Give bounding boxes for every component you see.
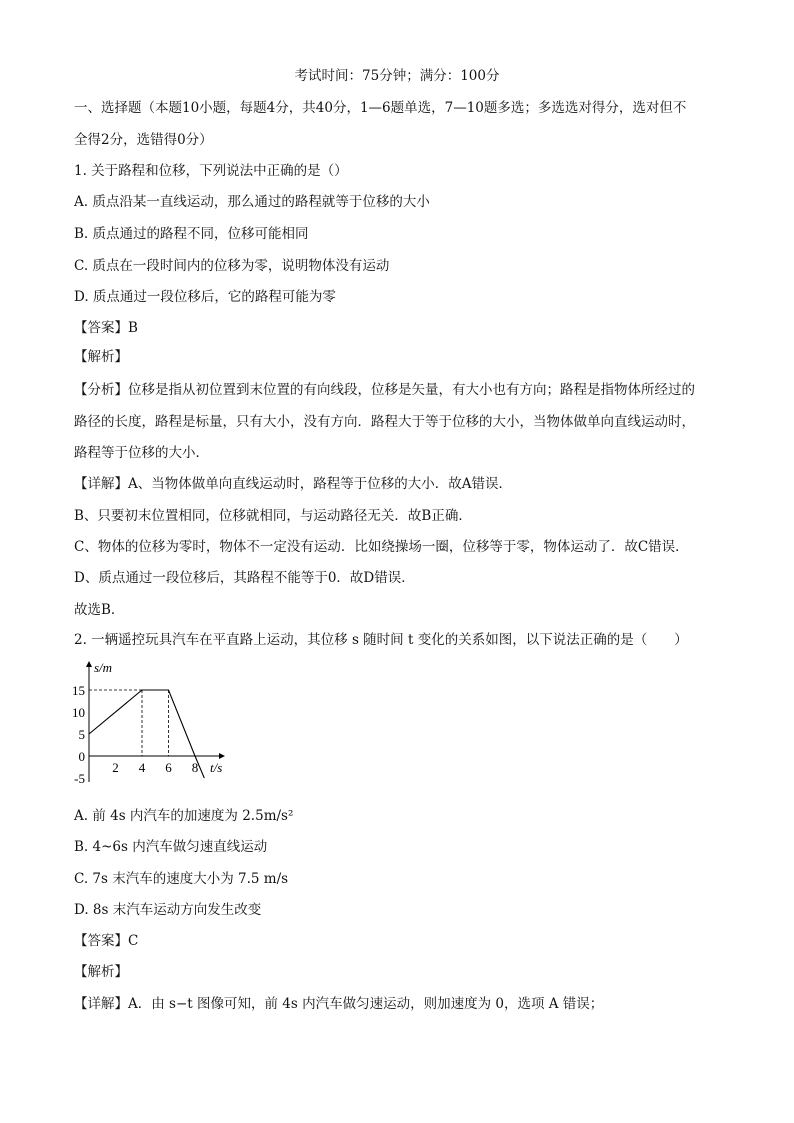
q2-answer: 【答案】C — [74, 933, 139, 949]
q1-option-c: C. 质点在一段时间内的位移为零，说明物体没有运动 — [74, 258, 390, 274]
q1-detail-c: C、物体的位移为零时，物体不一定没有运动．比如绕操场一圈，位移等于零，物体运动了．故C错误． — [74, 539, 689, 555]
q2-analysis-label: 【解析】 — [74, 964, 128, 980]
s-t-graph — [66, 656, 236, 788]
tick-labels — [72, 683, 198, 786]
series-line — [89, 690, 204, 778]
y-axis-label: s/m — [94, 660, 113, 675]
y-tick-15: 15 — [72, 683, 85, 698]
x-tick-2: 2 — [112, 760, 119, 775]
series-line-0 — [89, 690, 204, 778]
y-tick-0: 0 — [78, 749, 85, 764]
q1-analysis-line-1: 【分析】位移是指从初位置到末位置的有向线段，位移是矢量，有大小也有方向；路程是指物体所经过的 — [74, 382, 695, 398]
q1-analysis-line-3: 路程等于位移的大小． — [74, 445, 209, 461]
q1-conclusion: 故选B． — [74, 602, 125, 618]
q1-analysis-line-2: 路径的长度，路程是标量，只有大小，没有方向．路程大于等于位移的大小，当物体做单向直线运动时， — [74, 414, 695, 430]
y-tick-5: 5 — [78, 727, 85, 742]
section-title-cont: 全得2分，选错得0分） — [74, 132, 213, 148]
q1-analysis-label: 【解析】 — [74, 349, 128, 365]
q1-detail-d: D、质点通过一段位移后，其路程不能等于0．故D错误． — [74, 570, 415, 586]
dashed-guides — [89, 690, 169, 756]
q1-detail-a: 【详解】A、当物体做单向直线运动时，路程等于位移的大小．故A错误． — [74, 476, 512, 492]
q1-option-d: D. 质点通过一段位移后，它的路程可能为零 — [74, 289, 336, 305]
q1-detail-b: B、只要初末位置相同，位移就相同，与运动路径无关．故B正确． — [74, 508, 472, 524]
page-header: 考试时间：75分钟；满分：100分 — [294, 68, 500, 84]
x-tick-6: 6 — [165, 760, 172, 775]
x-tick-4: 4 — [138, 760, 146, 775]
section-title: 一、选择题（本题10小题，每题4分，共40分，1—6题单选，7—10题多选；多选选对得分，选对但不 — [74, 100, 687, 116]
q1-option-a: A. 质点沿某一直线运动，那么通过的路程就等于位移的大小 — [74, 194, 430, 210]
q2-option-b: B. 4~6s 内汽车做匀速直线运动 — [74, 839, 268, 855]
q2-detail-a: 【详解】A．由 s−t 图像可知，前 4s 内汽车做匀速运动，则加速度为 0，选项 A 错误； — [74, 996, 604, 1012]
q1-option-b: B. 质点通过的路程不同，位移可能相同 — [74, 226, 309, 242]
q2-option-c: C. 7s 末汽车的速度大小为 7.5 m/s — [74, 871, 289, 887]
q2-option-d: D. 8s 末汽车运动方向发生改变 — [74, 902, 262, 918]
x-tick-8: 8 — [191, 760, 199, 775]
y-tick-10: 10 — [72, 705, 85, 720]
q1-answer: 【答案】B — [74, 320, 138, 336]
x-axis-label: t/s — [210, 760, 223, 775]
y-tick--5: -5 — [74, 771, 85, 786]
q1-stem: 1. 关于路程和位移，下列说法中正确的是（） — [74, 163, 348, 179]
q2-stem: 2. 一辆遥控玩具汽车在平直路上运动，其位移 s 随时间 t 变化的关系如图，以下说法正确的是（ ） — [74, 632, 688, 648]
q2-option-a: A. 前 4s 内汽车的加速度为 2.5m/s² — [74, 808, 294, 824]
